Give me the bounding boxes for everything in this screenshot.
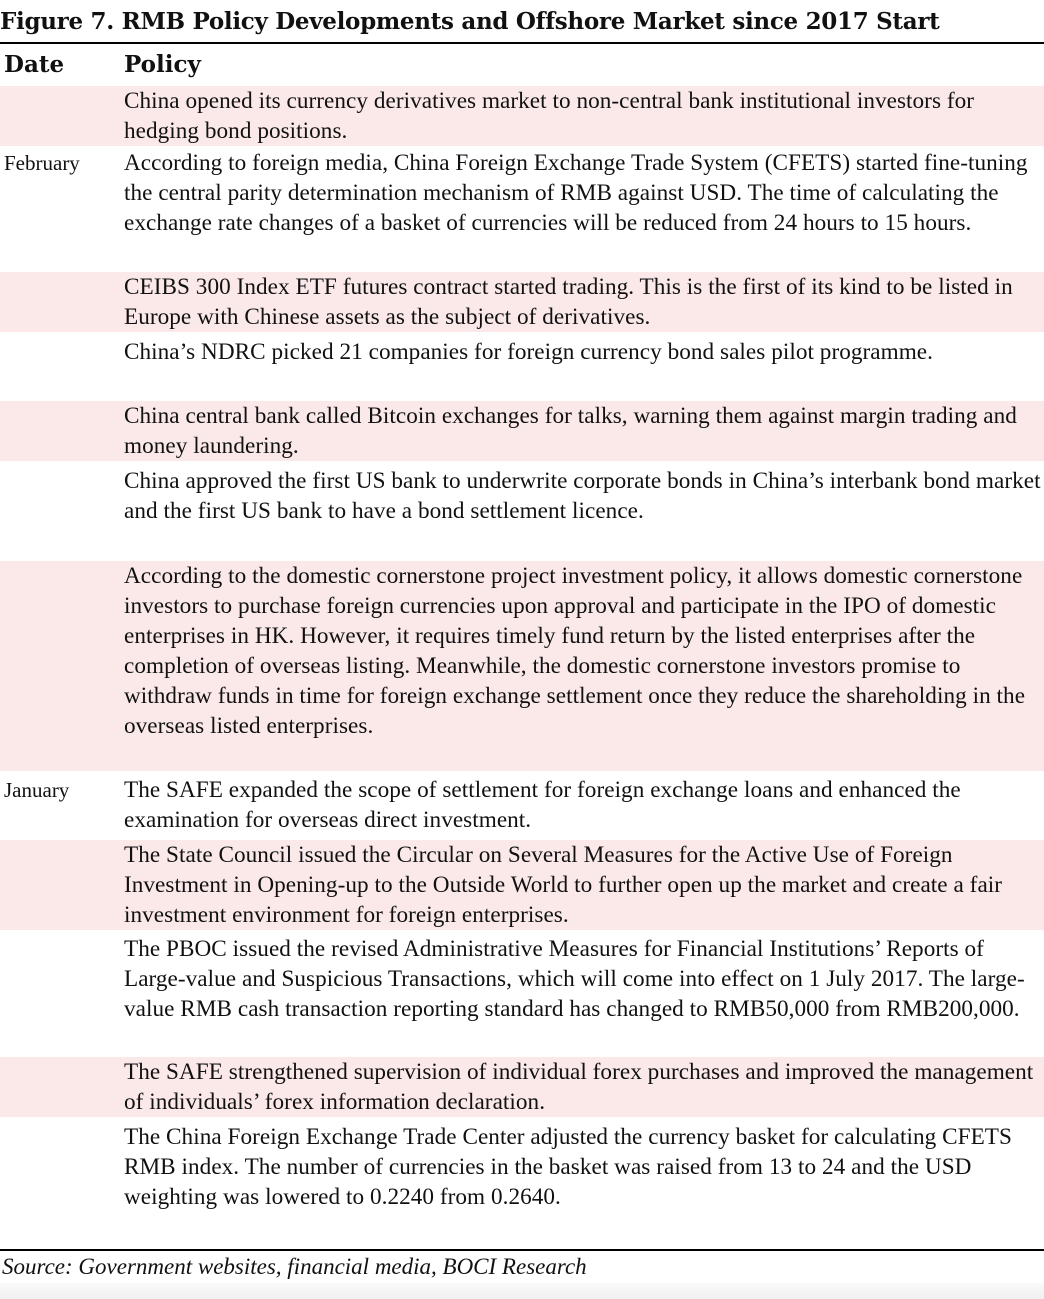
table-row [0,401,1044,461]
table-row [0,272,1044,332]
page-edge [0,1283,1044,1299]
table-row [0,775,1044,835]
header-date: Date [4,51,65,78]
row-policy: According to the domestic cornerstone project investment policy, it allows domestic cornerstone investors to purchase foreign currencies upon approval and participate in the IPO of domestic enterprises in HK. However, it requires timely fund return by the listed enterprises after the completion of overseas listing. Meanwhile, the domestic cornerstone investors promise to withdraw funds in time for foreign exchange settlement once they reduce the shareholding in the overseas listed enterprises. [124,563,1026,739]
header-policy: Policy [124,51,201,78]
row-policy: The SAFE strengthened supervision of individual forex purchases and improved the management of individuals’ forex information declaration. [124,1059,1034,1115]
table-header [0,49,1044,83]
source-note: Source: Government websites, financial media, BOCI Research [2,1254,587,1279]
table-row [0,561,1044,771]
table-row [0,466,1044,556]
row-policy: The China Foreign Exchange Trade Center adjusted the currency basket for calculating CFETS RMB index. The number of currencies in the basket was raised from 13 to 24 and the USD weighting was lowered to 0.2240 from 0.2640. [124,1124,1012,1210]
row-policy: According to foreign media, China Foreign Exchange Trade System (CFETS) started fine-tuning the central parity determination mechanism of RMB against USD. The time of calculating the exchange rate changes of a basket of currencies will be reduced from 24 hours to 15 hours. [124,150,1028,236]
row-policy: China approved the first US bank to underwrite corporate bonds in China’s interbank bond market and the first US bank to have a bond settlement licence. [124,468,1041,524]
row-policy: CEIBS 300 Index ETF futures contract started trading. This is the first of its kind to be listed in Europe with Chinese assets as the subject of derivatives. [124,274,1013,330]
table-row [0,337,1044,397]
row-policy: The State Council issued the Circular on Several Measures for the Active Use of Foreign Investment in Opening-up to the Outside World to further open up the market and create a fair investment environment for foreign enterprises. [124,842,1003,928]
row-policy: China opened its currency derivatives market to non-central bank institutional investors for hedging bond positions. [124,88,975,144]
row-policy: China’s NDRC picked 21 companies for foreign currency bond sales pilot programme. [124,339,933,365]
row-policy: The PBOC issued the revised Administrative Measures for Financial Institutions’ Reports of Large-value and Suspicious Transactions, which will come into effect on 1 July 2017. The large-value RMB cash transaction reporting standard has changed to RMB50,000 from RMB200,000. [124,936,1025,1022]
row-policy: China central bank called Bitcoin exchanges for talks, warning them against margin trading and money laundering. [124,403,1017,459]
table-row [0,148,1044,268]
table-row [0,1057,1044,1117]
top-rule [0,42,1044,44]
row-date: February [4,151,80,175]
table-row [0,840,1044,930]
row-date: January [4,778,70,802]
figure-title: Figure 7. RMB Policy Developments and Offshore Market since 2017 Start [0,8,940,35]
table-row [0,934,1044,1054]
table-row [0,86,1044,146]
table-row [0,1122,1044,1242]
row-policy: The SAFE expanded the scope of settlement for foreign exchange loans and enhanced the examination for overseas direct investment. [124,777,961,833]
